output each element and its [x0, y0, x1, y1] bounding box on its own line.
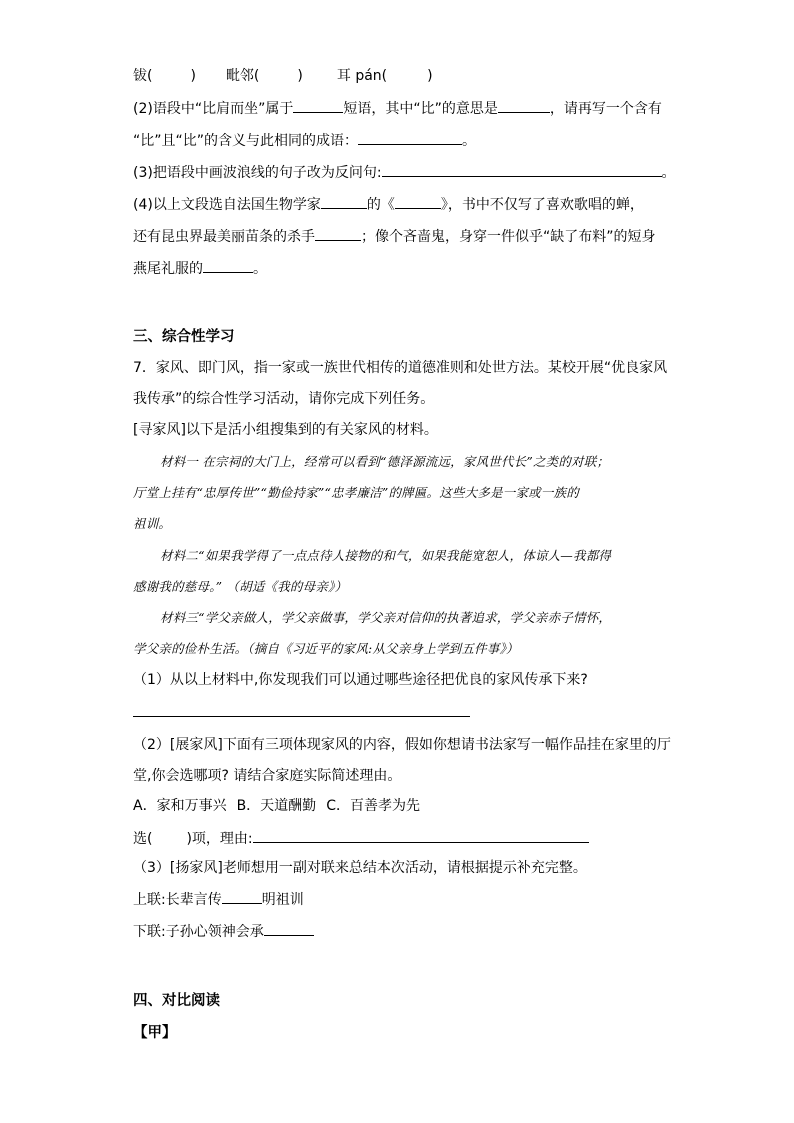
answer-line[interactable]: [133, 716, 470, 717]
text: 毗邻(: [225, 68, 260, 84]
text: 。: [253, 261, 267, 277]
couplet-upper: [133, 889, 304, 910]
task-label: [寻家风]以下是活小组搜集到的有关家风的材料。: [133, 422, 438, 438]
answer-blank[interactable]: [321, 194, 367, 209]
text: 的《: [366, 197, 395, 213]
answer-blank[interactable]: [222, 889, 262, 904]
choice-line: [133, 828, 589, 849]
question-3: [133, 162, 676, 183]
options-line: [133, 796, 420, 816]
question-7-cont: 我传承”的综合性学习活动，请你完成下列任务。: [133, 391, 435, 407]
question-4-cont: [133, 258, 267, 279]
passage-label: 【甲】: [133, 1025, 177, 1041]
sub-question-2: （2）[展家风]下面有三项体现家风的内容，假如你想请书法家写一幅作品挂在家里的厅: [133, 737, 671, 753]
char-line: [133, 66, 433, 86]
text: 上联:长辈言传: [133, 892, 222, 908]
answer-blank[interactable]: [253, 828, 589, 843]
text: 还有昆虫界最美丽苗条的杀手: [133, 229, 315, 245]
answer-blank[interactable]: [203, 258, 253, 273]
answer-blank[interactable]: [293, 98, 343, 113]
material-text: 祖训。: [133, 516, 172, 531]
question-4-cont: [133, 226, 656, 247]
text: 燕尾礼服的: [133, 261, 203, 277]
answer-blank[interactable]: [395, 194, 441, 209]
couplet-lower: [133, 921, 314, 942]
text: 。: [661, 165, 676, 181]
section-heading: 三、综合性学习: [133, 329, 235, 345]
answer-blank[interactable]: [264, 921, 314, 936]
text: ): [190, 68, 196, 84]
material-text: 材料一 在宗祠的大门上，经常可以看到“德泽源流远，家风世代长”之类的对联；: [160, 454, 610, 469]
text: 明祖训: [261, 892, 304, 908]
text: 选(: [133, 831, 153, 847]
text: (4)以上文段选自法国生物学家: [133, 197, 321, 213]
text: “比”且“比”的含义与此相同的成语：: [133, 133, 359, 149]
question-7: 7．家风、即门风，指一家或一族世代相传的道德准则和处世方法。某校开展“优良家风: [133, 360, 668, 376]
answer-blank[interactable]: [315, 226, 361, 241]
material-text: 材料三“学父亲做人，学父亲做事，学父亲对信仰的执著追求，学父亲赤子情怀，: [160, 610, 612, 625]
text: )项，理由:: [186, 831, 253, 847]
section-heading: 四、对比阅读: [133, 993, 220, 1009]
answer-blank[interactable]: [498, 98, 550, 113]
sub-question-3: （3）[扬家风]老师想用一副对联来总结本次活动，请根据提示补充完整。: [133, 860, 587, 876]
question-4: [133, 194, 644, 215]
text: ): [427, 68, 433, 84]
option-c: C．百善孝为先: [326, 798, 420, 814]
sub-question-1: （1）从以上材料中,你发现我们可以通过哪些途径把优良的家风传承下来?: [133, 672, 588, 688]
text: 》，书中不仅写了喜欢歌唱的蝉，: [440, 197, 644, 213]
text: 下联:子孙心领神会承: [133, 924, 264, 940]
text: 耳 pán(: [336, 68, 388, 84]
material-text: 厅堂上挂有“忠厚传世”“勤俭持家”“忠孝廉洁”的牌匾。这些大多是一家或一族的: [133, 485, 579, 500]
option-a: A．家和万事兴: [133, 798, 227, 814]
text: 。: [462, 133, 477, 149]
text: (3)把语段中画波浪线的句子改为反问句:: [133, 165, 382, 181]
text: ，请再写一个含有: [549, 101, 662, 117]
answer-blank[interactable]: [382, 162, 662, 177]
question-2-cont: [133, 130, 476, 151]
material-text: 学父亲的俭朴生活。（摘自《习近平的家风:从父亲身上学到五件事》）: [133, 641, 519, 656]
question-2: [133, 98, 662, 119]
text: ；像个吝啬鬼，身穿一件似乎“缺了布料”的短身: [361, 229, 656, 245]
material-text: 感谢我的慈母。” （胡适《我的母亲》）: [133, 579, 348, 594]
text: 钹(: [133, 68, 153, 84]
text: 短语，其中“比”的意思是: [343, 101, 498, 117]
answer-blank[interactable]: [358, 130, 462, 145]
sub-question-2-cont: 堂,你会选哪项? 请结合家庭实际简述理由。: [133, 768, 402, 784]
material-text: 材料二“如果我学得了一点点待人接物的和气，如果我能宽恕人，体谅人—我都得: [160, 548, 612, 563]
option-b: B．天道酬勤: [236, 798, 317, 814]
text: (2)语段中“比肩而坐”属于: [133, 101, 294, 117]
text: ): [297, 68, 303, 84]
